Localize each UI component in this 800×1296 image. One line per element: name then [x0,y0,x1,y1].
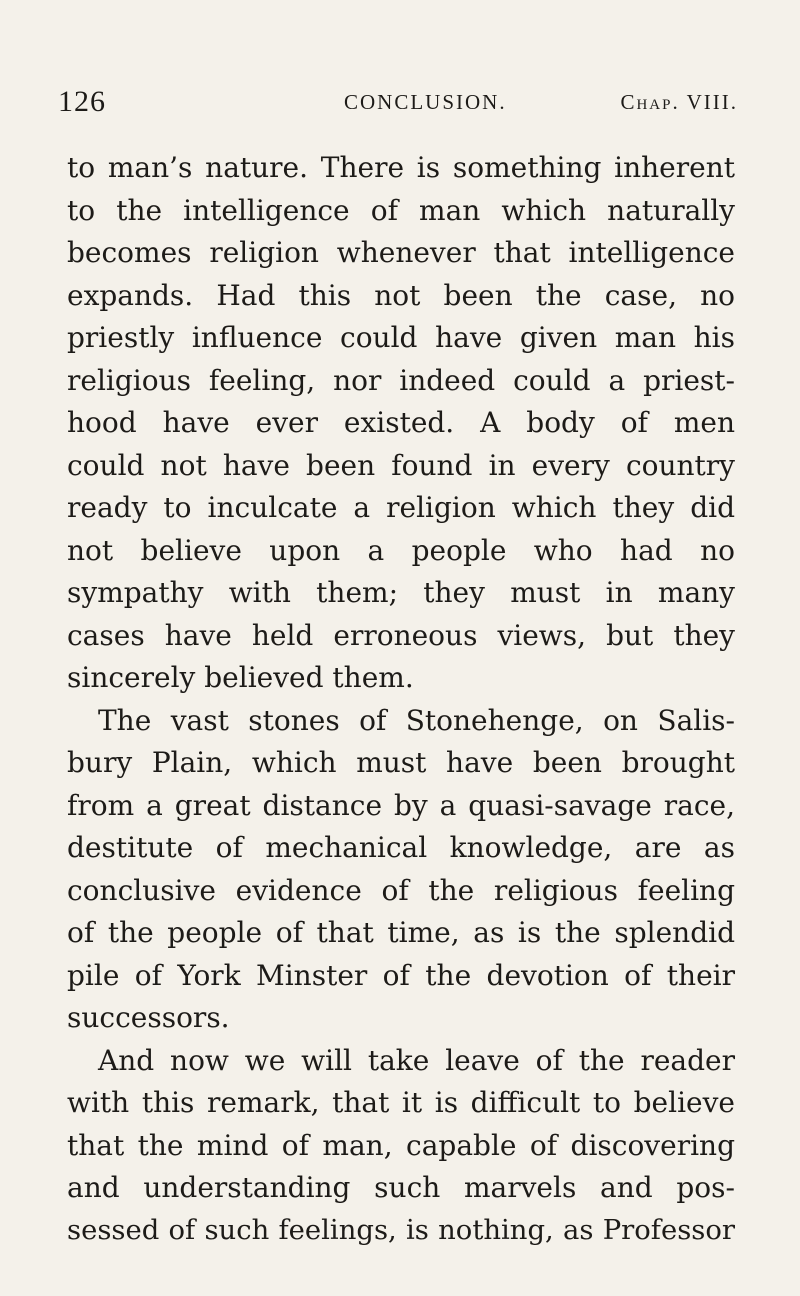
text-line: with this remark, that it is difficult to believe [67,1086,735,1119]
chapter-title: CONCLUSION. [344,90,507,114]
text-line: successors. [67,1001,230,1034]
text-line: bury Plain, which must have been brought [67,746,735,779]
body-text [67,147,735,1252]
text-line: that the mind of man, capable of discovering [67,1128,735,1162]
text-line: becomes religion whenever that intelligence [67,236,735,269]
running-head [58,82,738,122]
text-line: expands. Had this not been the case, no [67,278,735,312]
text-line: sessed of such feelings, is nothing, as Professor [67,1214,735,1246]
text-line: to man’s nature. There is something inherent [67,151,735,184]
text-line: from a great distance by a quasi-savage race, [67,788,735,822]
text-line: priestly influence could have given man his [67,321,735,354]
text-line: cases have held erroneous views, but they [67,618,735,652]
text-line: of the people of that time, as is the splendid [67,916,735,949]
text-line: hood have ever existed. A body of men [67,406,735,439]
text-line: could not have been found in every country [67,448,735,482]
text-line: and understanding such marvels and pos- [67,1171,735,1204]
text-line: to the intelligence of man which naturally [67,193,735,227]
text-line: sympathy with them; they must in many [67,576,735,609]
text-line: ready to inculcate a religion which they did [67,491,735,524]
text-line: conclusive evidence of the religious feeling [67,873,735,907]
text-line: destitute of mechanical knowledge, are as [67,831,735,864]
text-line: The vast stones of Stonehenge, on Salis- [98,703,735,737]
text-line: religious feeling, nor indeed could a priest- [67,363,735,397]
text-line: not believe upon a people who had no [67,533,735,567]
text-line: pile of York Minster of the devotion of their [67,958,735,992]
chapter-number: Chap. VIII. [620,90,738,114]
page-number: 126 [58,85,106,118]
text-line: sincerely believed them. [67,661,414,694]
text-line: And now we will take leave of the reader [98,1043,735,1077]
